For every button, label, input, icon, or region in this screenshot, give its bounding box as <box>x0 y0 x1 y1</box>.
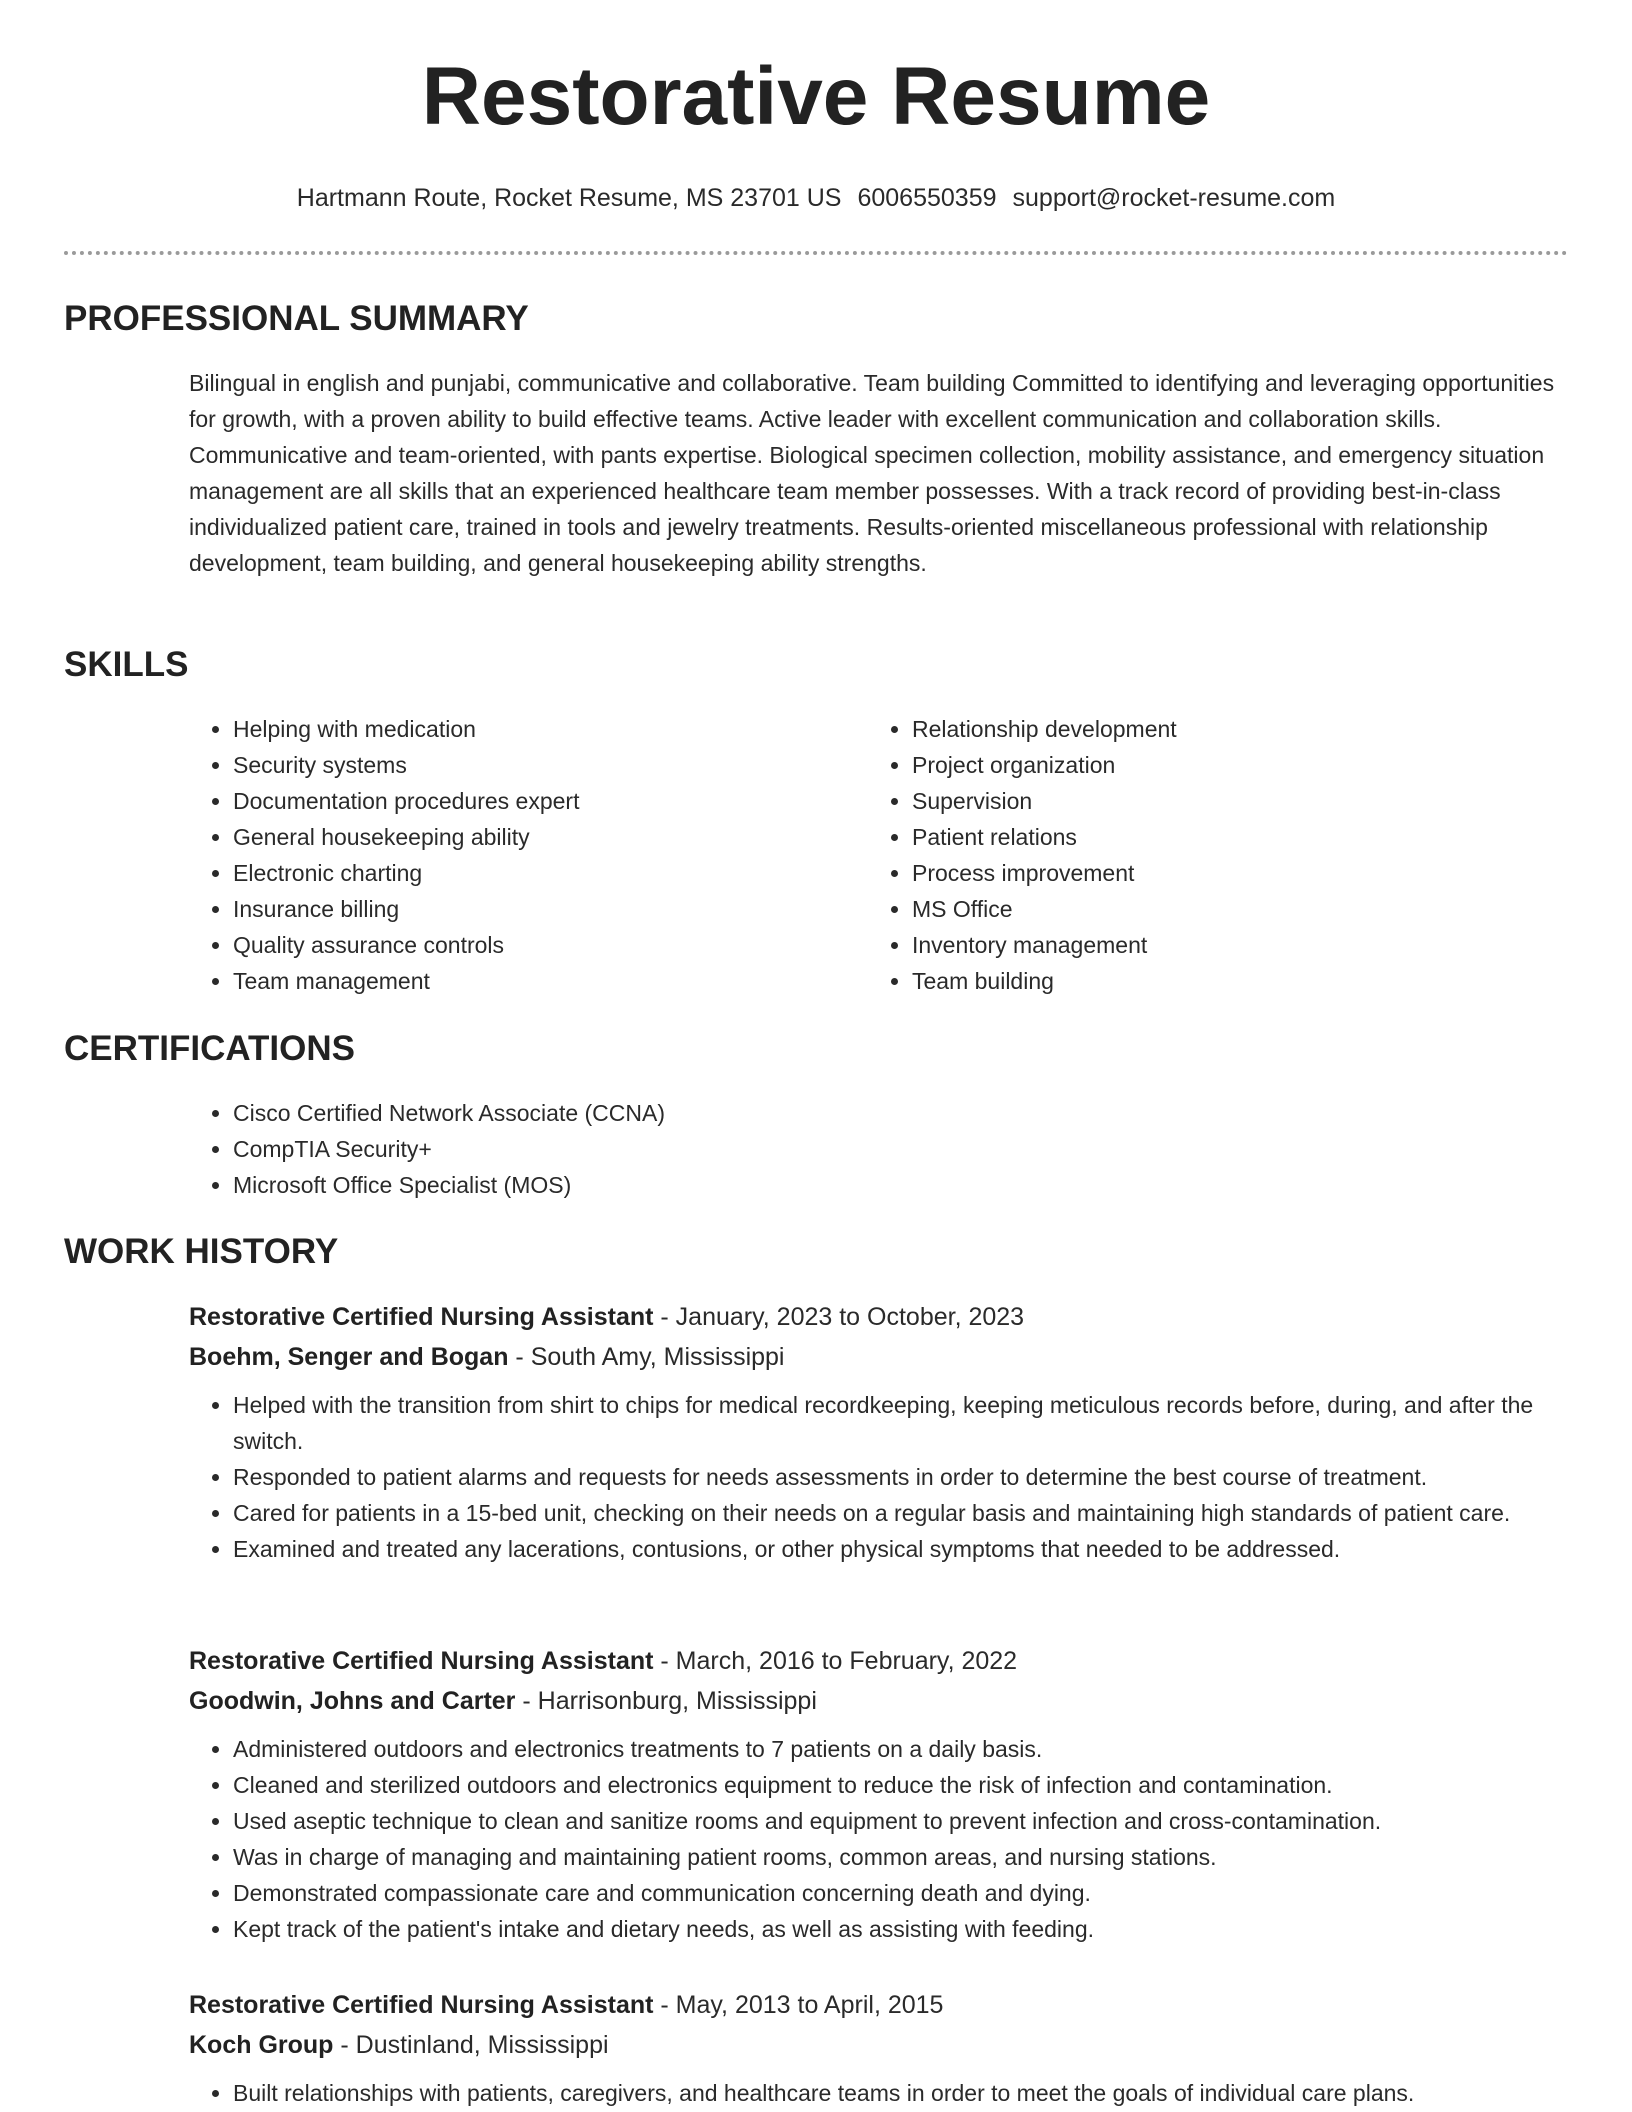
job-bullet: • Responded to patient alarms and requests for needs assessments in order to determine the best course of treatment. <box>233 1459 1569 1495</box>
contact-line <box>0 182 1632 214</box>
skill-item: • Patient relations <box>912 819 1508 855</box>
job-title-line <box>189 1985 1569 2025</box>
job-company: Koch Group <box>189 2031 334 2059</box>
job-dates: - March, 2016 to February, 2022 <box>653 1647 1018 1675</box>
job-dates: - January, 2023 to October, 2023 <box>653 1303 1025 1331</box>
job-bullet: • Kept track of the patient's intake and dietary needs, as well as assisting with feeding. <box>233 1911 1569 1947</box>
job-title: Restorative Certified Nursing Assistant <box>189 1991 654 2019</box>
job-bullet: • Demonstrated compassionate care and communication concerning death and dying. <box>233 1875 1569 1911</box>
certification-item: • CompTIA Security+ <box>233 1131 1569 1167</box>
contact-address: Hartmann Route, Rocket Resume, MS 23701 US <box>296 184 842 212</box>
resume-name: Restorative Resume <box>421 51 1211 142</box>
job-bullet: • Built relationships with patients, caregivers, and healthcare teams in order to meet the goals of individual care plans. <box>233 2075 1569 2111</box>
skill-item: • Quality assurance controls <box>233 927 829 963</box>
job-company-line <box>189 2025 1569 2065</box>
job-bullet: • Used aseptic technique to clean and sanitize rooms and equipment to prevent infection and cross-contamination. <box>233 1803 1569 1839</box>
job-entry <box>189 1985 1569 2111</box>
job-bullet: • Administered outdoors and electronics treatments to 7 patients on a daily basis. <box>233 1731 1569 1767</box>
job-location: - Dustinland, Mississippi <box>333 2031 609 2059</box>
job-title: Restorative Certified Nursing Assistant <box>189 1303 654 1331</box>
job-company-line <box>189 1337 1569 1377</box>
header-divider <box>64 251 1568 255</box>
job-entry <box>189 1297 1569 1567</box>
contact-phone: 6006550359 <box>857 184 997 212</box>
job-bullet: • Helped with the transition from shirt to chips for medical recordkeeping, keeping meticulous records before, during, and after the switch. <box>233 1387 1569 1459</box>
job-location: - South Amy, Mississippi <box>508 1343 785 1371</box>
skill-item: • Team management <box>233 963 829 999</box>
job-bullets <box>189 1731 1569 1947</box>
skill-item: • Documentation procedures expert <box>233 783 829 819</box>
skill-item: • Project organization <box>912 747 1508 783</box>
job-bullets <box>189 1387 1569 1567</box>
job-bullet: • Cared for patients in a 15-bed unit, checking on their needs on a regular basis and maintaining high standards of patient care. <box>233 1495 1569 1531</box>
skill-item: • MS Office <box>912 891 1508 927</box>
job-company: Goodwin, Johns and Carter <box>189 1687 516 1715</box>
job-bullet: • Was in charge of managing and maintaining patient rooms, common areas, and nursing stations. <box>233 1839 1569 1875</box>
skills-list-left <box>189 711 829 999</box>
skill-item: • Electronic charting <box>233 855 829 891</box>
skill-item: • General housekeeping ability <box>233 819 829 855</box>
job-entry <box>189 1641 1569 1947</box>
certification-item: • Cisco Certified Network Associate (CCNA) <box>233 1095 1569 1131</box>
certification-item: • Microsoft Office Specialist (MOS) <box>233 1167 1569 1203</box>
contact-email: support@rocket-resume.com <box>1012 184 1336 212</box>
certifications-block <box>189 1095 1569 1203</box>
job-title-line <box>189 1297 1569 1337</box>
skill-item: • Insurance billing <box>233 891 829 927</box>
job-company-line <box>189 1681 1569 1721</box>
skills-heading: SKILLS <box>64 645 189 684</box>
job-bullet: • Examined and treated any lacerations, contusions, or other physical symptoms that needed to be addressed. <box>233 1531 1569 1567</box>
certifications-heading: CERTIFICATIONS <box>64 1029 356 1068</box>
skill-item: • Process improvement <box>912 855 1508 891</box>
skills-column-right <box>868 711 1508 999</box>
skill-item: • Helping with medication <box>233 711 829 747</box>
skills-list-right <box>868 711 1508 999</box>
skill-item: • Security systems <box>233 747 829 783</box>
skills-column-left <box>189 711 829 999</box>
work-history-heading: WORK HISTORY <box>64 1232 339 1271</box>
skill-item: • Inventory management <box>912 927 1508 963</box>
skill-item: • Team building <box>912 963 1508 999</box>
skill-item: • Relationship development <box>912 711 1508 747</box>
summary-heading: PROFESSIONAL SUMMARY <box>64 299 529 338</box>
skill-item: • Supervision <box>912 783 1508 819</box>
certifications-list <box>189 1095 1569 1203</box>
job-location: - Harrisonburg, Mississippi <box>515 1687 817 1715</box>
job-title-line <box>189 1641 1569 1681</box>
job-company: Boehm, Senger and Bogan <box>189 1343 509 1371</box>
summary-text: Bilingual in english and punjabi, communicative and collaborative. Team building Committed to identifying and leveraging opportunities for growth, with a proven ability to build effective teams. Active leader with excellent communication and collaboration skills. Communicative and team-oriented, with pants expertise. Biological specimen collection, mobility assistance, and emergency situation management are all skills that an experienced healthcare team member possesses. With a track record of providing best-in-class individualized patient care, trained in tools and jewelry treatments. Results-oriented miscellaneous professional with relationship development, team building, and general housekeeping ability strengths. <box>189 370 1555 576</box>
job-dates: - May, 2013 to April, 2015 <box>653 1991 944 2019</box>
job-title: Restorative Certified Nursing Assistant <box>189 1647 654 1675</box>
job-bullets <box>189 2075 1569 2111</box>
job-bullet: • Cleaned and sterilized outdoors and electronics equipment to reduce the risk of infection and contamination. <box>233 1767 1569 1803</box>
